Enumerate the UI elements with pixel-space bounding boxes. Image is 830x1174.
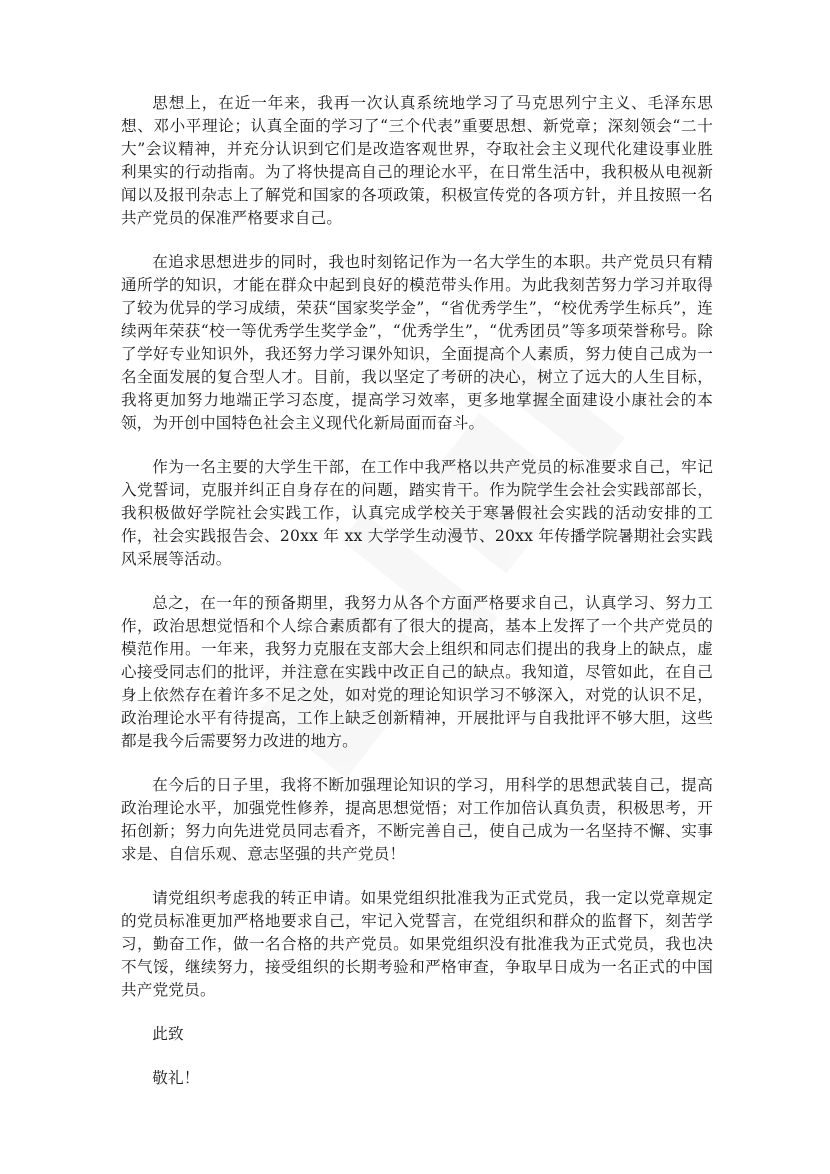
- paragraph-future: 在今后的日子里，我将不断加强理论知识的学习，用科学的思想武装自己，提高政治理论水平，加强党性修养，提高思想觉悟；对工作加倍认真负责，积极思考，开拓创新；努力向先进党员同志看齐，不断完善自己，使自己成为一名坚持不懈、实事求是、自信乐观、意志坚强的共产党员！: [121, 776, 713, 863]
- paragraph-work: 作为一名主要的大学生干部，在工作中我严格以共产党员的标准要求自己，牢记入党誓词，克服并纠正自身存在的问题，踏实肯干。作为院学生会社会实践部部长，我积极做好学院社会实践工作，认真完成学校关于寒暑假社会实践的活动安排的工作，社会实践报告会、20xx 年 xx 大学学生动漫节、20xx 年传播学院暑期社会实践风采展等活动。: [121, 458, 713, 568]
- paragraph-ideology: 思想上，在近一年来，我再一次认真系统地学习了马克思列宁主义、毛泽东思想、邓小平理论；认真全面的学习了“三个代表”重要思想、新党章；深刻领会“二十大”会议精神，并充分认识到它们是改造客观世界，夺取社会主义现代化建设事业胜利果实的行动指南。为了将快提高自己的理论水平，在日常生活中，我积极从电视新闻以及报刊杂志上了解党和国家的各项政策，积极宣传党的各项方针，并且按照一名共产党员的保准严格要求自己。: [121, 94, 713, 227]
- paragraph-study: 在追求思想进步的同时，我也时刻铭记作为一名大学生的本职。共产党员只有精通所学的知识，才能在群众中起到良好的模范带头作用。为此我刻苦努力学习并取得了较为优异的学习成绩，荣获“国家奖学金”，“省优秀学生”，“校优秀学生标兵”，连续两年荣获“校一等优秀学生奖学金”，“优秀学生”，“优秀团员”等多项荣誉称号。除了学好专业知识外，我还努力学习课外知识，全面提高个人素质，努力使自己成为一名全面发展的复合型人才。目前，我以坚定了考研的决心，树立了远大的人生目标，我将更加努力地端正学习态度，提高学习效率，更多地掌握全面建设小康社会的本领，为开创中国特色社会主义现代化新局面而奋斗。: [121, 253, 713, 432]
- closing-salutation: 此致: [152, 1025, 184, 1043]
- paragraph-summary: 总之，在一年的预备期里，我努力从各个方面严格要求自己，认真学习、努力工作，政治思想觉悟和个人综合素质都有了很大的提高，基本上发挥了一个共产党员的模范作用。一年来，我努力克服在支部大会上组织和同志们提出的我身上的缺点，虚心接受同志们的批评，并注意在实践中改正自己的缺点。我知道，尽管如此，在自己身上依然存在着许多不足之处，如对党的理论知识学习不够深入，对党的认识不足，政治理论水平有待提高，工作上缺乏创新精神，开展批评与自我批评不够大胆，这些都是我今后需要努力改进的地方。: [121, 594, 713, 750]
- paragraph-request: 请党组织考虑我的转正申请。如果党组织批准我为正式党员，我一定以党章规定的党员标准更加严格地要求自己，牢记入党誓言，在党组织和群众的监督下，刻苦学习，勤奋工作，做一名合格的共产党员。如果党组织没有批准我为正式党员，我也决不气馁，继续努力，接受组织的长期考验和严格审查，争取早日成为一名正式的中国共产党党员。: [121, 889, 713, 999]
- closing-regards: 敬礼！: [152, 1069, 200, 1087]
- letter-body: [121, 92, 713, 1111]
